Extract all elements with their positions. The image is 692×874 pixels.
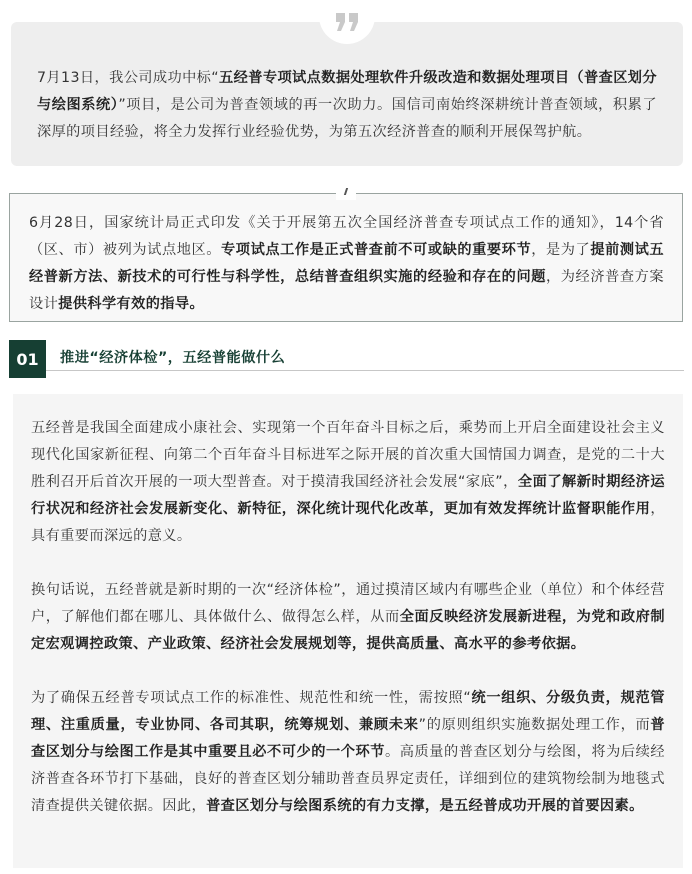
notice-bold-3: 提供科学有效的指导。 [58,296,205,312]
notice-text-1: 6月28日，国家统计局正式印发《关于开展第五次全国经济普查专项试点工作的通知》，14个省（区、市）被列为试点地区。 [29,215,664,258]
para1-text-2: ，具有重要而深远的意义。 [31,501,665,544]
para2-bold: 全面反映经济发展新进程，为党和政府制定宏观调控政策、产业政策、经济社会发展规划等，提供高质量、高水平的参考依据。 [31,609,665,652]
notice-bold-2: 提前测试五经普新方法、新技术的可行性与科学性，总结普查组织实施的经验和存在的问题 [29,242,665,285]
section-underline [46,370,684,371]
notice-text-2: ，是为了 [531,242,591,258]
para1-bold: 全面了解新时期经济运行状况和经济社会发展新变化、新特征，深化统计现代化改革，更加有效发挥统计监督职能作用 [31,474,665,517]
para1-text-1: 五经普是我国全面建成小康社会、实现第一个百年奋斗目标之后，乘势而上开启全面建设社会主义现代化国家新征程、向第二个百年奋斗目标进军之际开展的首次重大国情国力调查，是党的二十大胜利召开后首次开展的一项大型普查。对于摸清我国经济社会发展“家底”， [31,420,665,490]
intro-text-1: 7月13日，我公司成功中标“ [37,70,220,86]
intro-project-name: 五经普专项试点数据处理软件升级改造和数据处理项目（普查区划分与绘图系统） [37,70,657,113]
para3-bold-1: 统一组织、分级负责，规范管理、注重质量，专业协同、各司其职，统筹规划、兼顾未来 [31,690,665,733]
intro-paragraph [37,65,657,146]
section-header [9,340,684,378]
para3-bold-2: 普查区划分与绘图工作是其中重要且必不可少的一个环节 [31,717,665,760]
section-title: 推进“经济体检”，五经普能做什么 [60,350,286,366]
quote-icon [334,11,360,33]
body-block [13,394,683,868]
section-number: 01 [9,340,46,378]
para3-bold-3: 普查区划分与绘图系统的有力支撑，是五经普成功开展的首要因素。 [206,798,644,814]
notice-box [9,193,683,322]
body-paragraph-2 [31,577,665,658]
notice-bold-1: 专项试点工作是正式普查前不可或缺的重要环节 [221,242,532,258]
notice-paragraph [29,210,664,318]
intro-text-2: ”项目，是公司为普查领域的再一次助力。国信司南始终深耕统计普查领域，积累了深厚的项目经验，将全力发挥行业经验优势，为第五次经济普查的顺利开展保驾护航。 [37,97,657,140]
para3-text-3: 。高质量的普查区划分与绘图，将为后续经济普查各环节打下基础，良好的普查区划分辅助普查员界定责任，详细到位的建筑物绘制为地毯式清查提供关键依据。因此， [31,744,665,814]
para3-text-1: 为了确保五经普专项试点工作的标准性、规范性和统一性，需按照“ [31,690,472,706]
para3-text-2: ”的原则组织实施数据处理工作，而 [418,717,651,733]
body-paragraph-1 [31,415,665,550]
body-paragraph-3 [31,685,665,820]
divider-tick-icon [336,182,356,200]
para2-text: 换句话说，五经普就是新时期的一次“经济体检”，通过摸清区域内有哪些企业（单位）和个体经营户，了解他们都在哪儿、具体做什么、做得怎么样，从而 [31,582,665,625]
notice-text-3: ，为经济普查方案设计 [29,269,664,312]
